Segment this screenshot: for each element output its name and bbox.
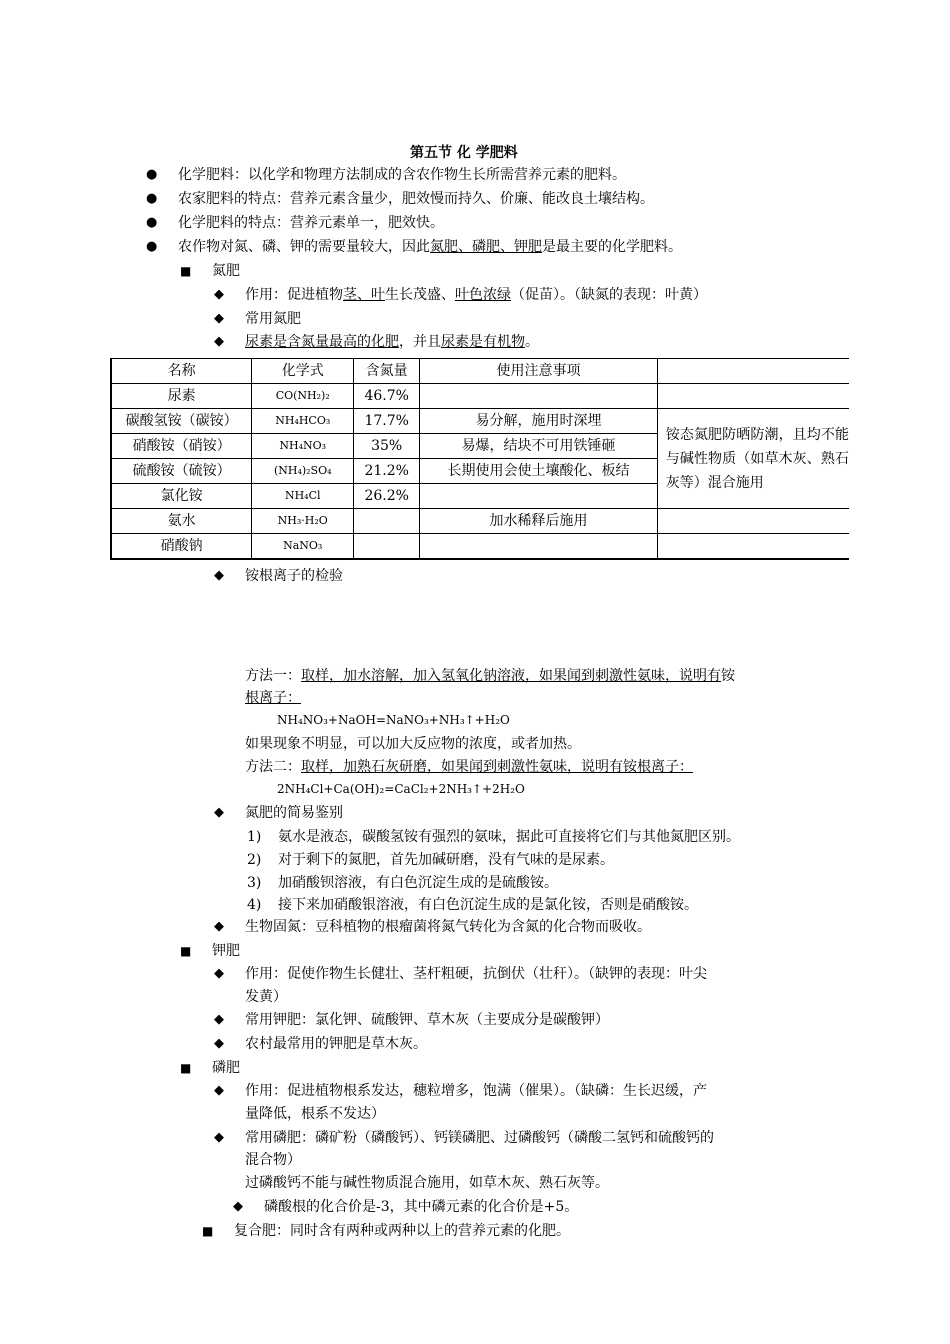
table-header-row [111,359,849,384]
method-one-line2: 根离子： [245,690,301,706]
cell-name: 氨水 [111,509,252,534]
nitrogen-fixation: 生物固氮：豆科植物的根瘤菌将氮气转化为含氮的化合物而吸收。 [245,919,651,935]
diamond-bullet: ◆ [233,1199,243,1214]
cell-content: 46.7% [354,384,420,409]
urea-note: 尿素是含氮量最高的化肥，并且尿素是有机物。 [245,334,539,350]
bullet-dot: ● [146,239,158,254]
cell-note: 加水稀释后施用 [420,509,658,534]
step-number: 2) [247,852,262,868]
method-one: 方法一：取样，加水溶解，加入氢氧化钠溶液，如果闻到刺激性氨味，说明有铵 [245,668,735,684]
diamond-bullet: ◆ [214,1012,224,1027]
cell-name: 硝酸钠 [111,534,252,560]
phosphorus-heading: 磷肥 [212,1060,240,1076]
phosphorus-common-2: 混合物） [245,1152,301,1168]
cell-extra [657,534,849,560]
merged-note-cell: 铵态氮肥防晒防潮，且均不能与碱性物质（如草木灰、熟石灰等）混合施用 [657,409,849,509]
step-number: 1) [247,829,262,845]
cell-content: 26.2% [354,484,420,509]
step-text: 接下来加硝酸银溶液，有白色沉淀生成的是氯化铵，否则是硝酸铵。 [278,897,698,913]
cell-content: 17.7% [354,409,420,434]
equation-1: NH₄NO₃+NaOH=NaNO₃+NH₃↑+H₂O [277,713,510,727]
step-number: 3) [247,875,262,891]
cell-note [420,484,658,509]
header-extra [657,359,849,384]
diamond-bullet: ◆ [214,805,224,820]
ammonium-test-heading: 铵根离子的检验 [245,568,343,584]
bullet-text-4: 农作物对氮、磷、钾的需要量较大，因此氮肥、磷肥、钾肥是最主要的化学肥料。 [178,239,682,255]
nitrogen-heading: 氮肥 [212,263,240,279]
cell-formula: NH₄NO₃ [252,434,354,459]
square-bullet: ■ [180,944,192,958]
potassium-common: 常用钾肥：氯化钾、硫酸钾、草木灰（主要成分是碳酸钾） [245,1012,609,1028]
phosphate-valence: 磷酸根的化合价是-3，其中磷元素的化合价是+5。 [264,1199,579,1215]
cell-name: 硝酸铵（硝铵） [111,434,252,459]
cell-content [354,509,420,534]
cell-name: 碳酸氢铵（碳铵） [111,409,252,434]
bullet-text-2: 农家肥料的特点：营养元素含量少，肥效慢而持久、价廉、能改良土壤结构。 [178,191,654,207]
nitrogen-common: 常用氮肥 [245,311,301,327]
bullet-dot: ● [146,215,158,230]
fertilizer-table [110,358,849,560]
cell-note [420,384,658,409]
cell-name: 尿素 [111,384,252,409]
square-bullet: ■ [202,1224,214,1238]
diamond-bullet: ◆ [214,919,224,934]
cell-formula: NH₄HCO₃ [252,409,354,434]
header-notes: 使用注意事项 [420,359,658,384]
square-bullet: ■ [180,1061,192,1075]
cell-name: 硫酸铵（硫铵） [111,459,252,484]
diamond-bullet: ◆ [214,1083,224,1098]
step-text: 氨水是液态，碳酸氢铵有强烈的氨味，据此可直接将它们与其他氮肥区别。 [278,829,740,845]
diamond-bullet: ◆ [214,334,224,349]
potassium-heading: 钾肥 [212,943,240,959]
method-two: 方法二：取样，加熟石灰研磨，如果闻到刺激性氨味，说明有铵根离子： [245,759,693,775]
cell-content [354,534,420,560]
step-number: 4) [247,897,262,913]
cell-note: 长期使用会使土壤酸化、板结 [420,459,658,484]
header-content: 含氮量 [354,359,420,384]
step-text: 加硝酸钡溶液，有白色沉淀生成的是硫酸铵。 [278,875,558,891]
cell-formula: (NH₄)₂SO₄ [252,459,354,484]
bullet-text-3: 化学肥料的特点：营养元素单一，肥效快。 [178,215,444,231]
cell-note: 易爆，结块不可用铁锤砸 [420,434,658,459]
cell-content: 21.2% [354,459,420,484]
cell-note: 易分解，施用时深埋 [420,409,658,434]
bullet-dot: ● [146,191,158,206]
identification-heading: 氮肥的简易鉴别 [245,805,343,821]
potassium-effect-1: 作用：促使作物生长健壮、茎杆粗硬，抗倒伏（壮秆）。（缺钾的表现：叶尖 [245,966,707,982]
square-bullet: ■ [180,264,192,278]
table-row [111,409,849,434]
nitrogen-effect: 作用：促进植物茎、叶生长茂盛、叶色浓绿（促苗）。（缺氮的表现：叶黄） [245,287,707,303]
cell-formula: NaNO₃ [252,534,354,560]
cell-note [420,534,658,560]
compound-fertilizer: 复合肥：同时含有两种或两种以上的营养元素的化肥。 [234,1223,570,1239]
diamond-bullet: ◆ [214,1036,224,1051]
step-text: 对于剩下的氮肥，首先加碱研磨，没有气味的是尿素。 [278,852,614,868]
diamond-bullet: ◆ [214,568,224,583]
diamond-bullet: ◆ [214,311,224,326]
potassium-effect-2: 发黄） [245,989,287,1005]
cell-formula: NH₄Cl [252,484,354,509]
table-row [111,534,849,560]
header-name: 名称 [111,359,252,384]
cell-formula: CO(NH₂)₂ [252,384,354,409]
phosphorus-effect-2: 量降低，根系不发达） [245,1106,385,1122]
page-title: 第五节 化 学肥料 [410,145,518,161]
diamond-bullet: ◆ [214,966,224,981]
phosphorus-common-1: 常用磷肥：磷矿粉（磷酸钙）、钙镁磷肥、过磷酸钙（磷酸二氢钙和硫酸钙的 [245,1130,714,1146]
phosphorus-effect-1: 作用：促进植物根系发达，穗粒增多，饱满（催果）。（缺磷：生长迟缓，产 [245,1083,707,1099]
cell-extra [657,384,849,409]
header-formula: 化学式 [252,359,354,384]
table-row [111,384,849,409]
cell-extra [657,509,849,534]
ammonium-note: 如果现象不明显，可以加大反应物的浓度，或者加热。 [245,736,581,752]
diamond-bullet: ◆ [214,287,224,302]
table-row [111,509,849,534]
diamond-bullet: ◆ [214,1130,224,1145]
bullet-text-1: 化学肥料：以化学和物理方法制成的含农作物生长所需营养元素的肥料。 [178,167,626,183]
potassium-rural: 农村最常用的钾肥是草木灰。 [245,1036,427,1052]
bullet-dot: ● [146,167,158,182]
equation-2: 2NH₄Cl+Ca(OH)₂=CaCl₂+2NH₃↑+2H₂O [277,782,525,796]
cell-formula: NH₃·H₂O [252,509,354,534]
cell-content: 35% [354,434,420,459]
cell-name: 氯化铵 [111,484,252,509]
phosphorus-common-3: 过磷酸钙不能与碱性物质混合施用，如草木灰、熟石灰等。 [245,1175,609,1191]
